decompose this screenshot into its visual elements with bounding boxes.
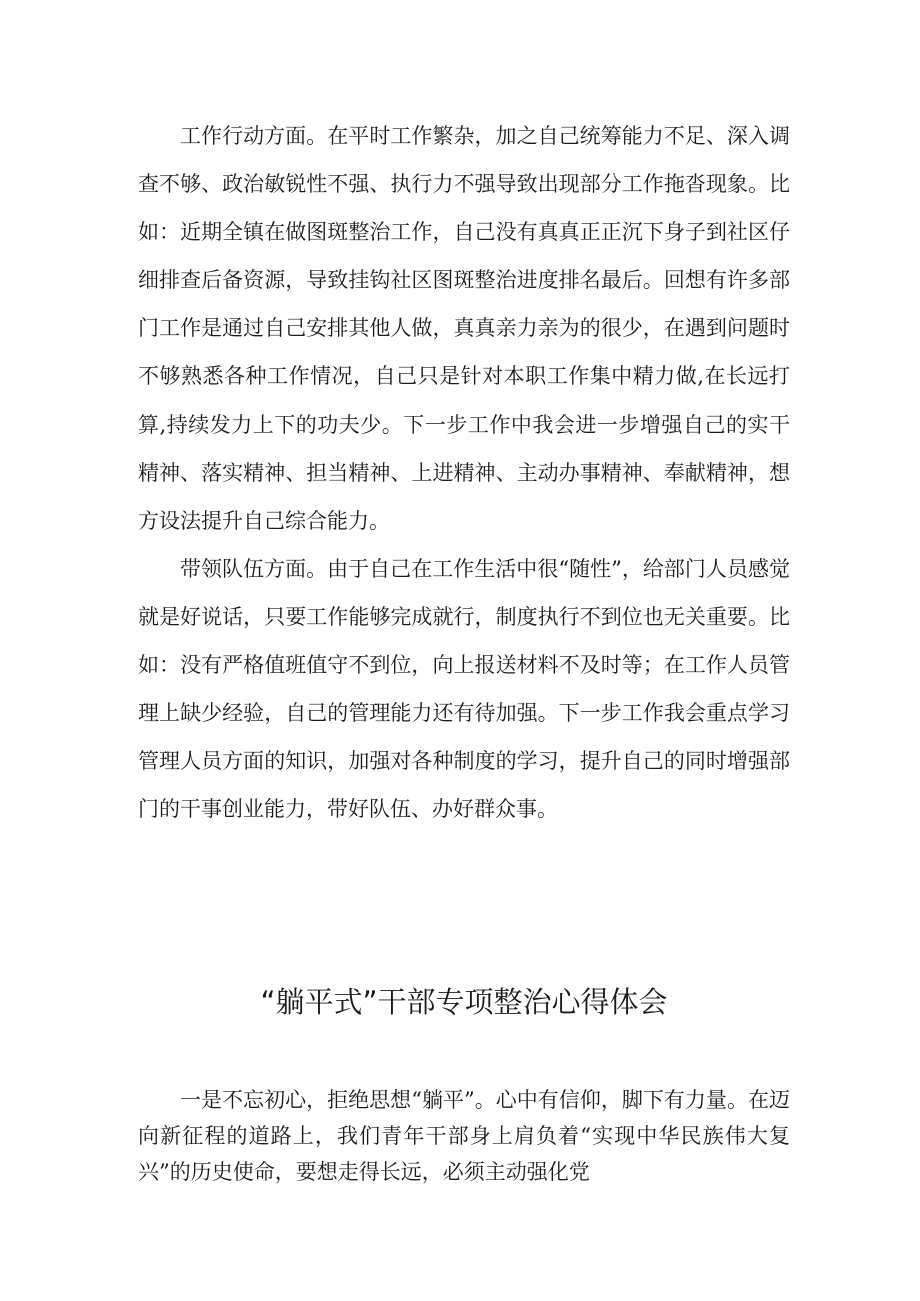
paragraph-work-action: 工作行动方面。在平时工作繁杂，加之自己统筹能力不足、深入调查不够、政治敏锐性不强、执行力不强导致出现部分工作拖沓现象。比如：近期全镇在做图斑整治工作，自己没有真真正正沉下身子到社区仔细排查后备资源，导致挂钩社区图斑整治进度排名最后。回想有许多部门工作是通过自己安排其他人做，真真亲力亲为的很少，在遇到问题时不够熟悉各种工作情况，自己只是针对本职工作集中精力做,在长远打算,持续发力上下的功夫少。下一步工作中我会进一步增强自己的实干精神、落实精神、担当精神、上进精神、主动办事精神、奉献精神，想方设法提升自己综合能力。 <box>138 124 790 533</box>
body-section-top <box>138 112 790 833</box>
body-section-bottom <box>138 1082 790 1190</box>
document-title: “躺平式”干部专项整治心得体会 <box>260 985 668 1019</box>
paragraph-point-one: 一是不忘初心，拒绝思想“躺平”。心中有信仰，脚下有力量。在迈向新征程的道路上，我们青年干部身上肩负着“实现中华民族伟大复兴”的历史使命，要想走得长远，必须主动强化党 <box>138 1088 790 1184</box>
paragraph-team-leading: 带领队伍方面。由于自己在工作生活中很“随性”，给部门人员感觉就是好说话，只要工作能够完成就行，制度执行不到位也无关重要。比如：没有严格值班值守不到位，向上报送材料不及时等；在工作人员管理上缺少经验，自己的管理能力还有待加强。下一步工作我会重点学习管理人员方面的知识，加强对各种制度的学习，提升自己的同时增强部门的干事创业能力，带好队伍、办好群众事。 <box>138 556 790 822</box>
